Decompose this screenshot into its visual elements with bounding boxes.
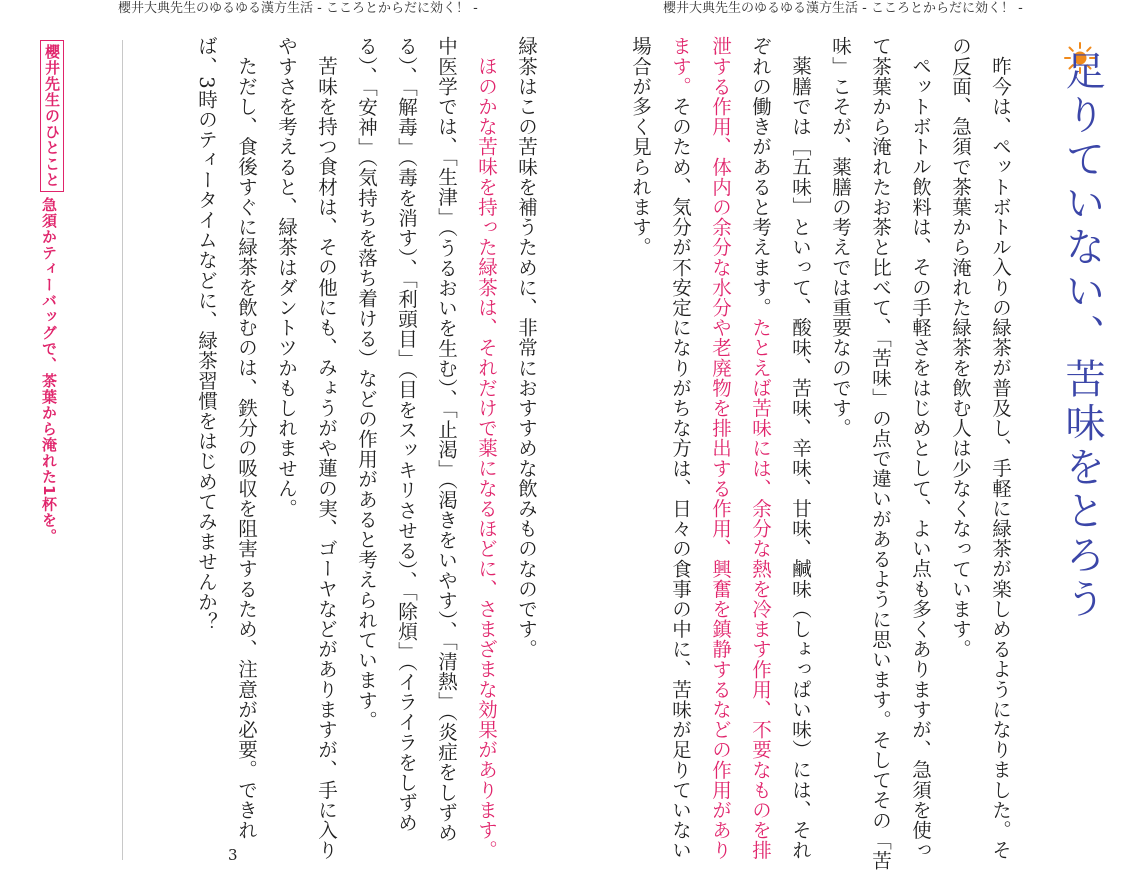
paragraph: ただし、食後すぐに緑茶を飲むのは、鉄分の吸収を阻害するため、注意が必要。できれば、3時のティータイムなどに、緑茶習慣をはじめてみませんか？ <box>195 36 258 840</box>
paragraph-text: そのため、気分が不安定になりがちな方は、日々の食事の中に、苦味が足りていない場合が多く見られます。 <box>629 36 692 861</box>
right-page-body <box>600 36 1020 876</box>
column-divider <box>122 40 123 860</box>
paragraph: 苦味を持つ食材は、その他にも、みょうがや蓮の実、ゴーヤなどがありますが、手に入りやすさを考えると、緑茶はダントツかもしれません。 <box>275 36 338 860</box>
note-label: 櫻井先生のひとこと <box>40 40 64 192</box>
highlighted-text: ほのかな苦味を持った緑茶は、それだけで薬になるほどに、さまざまな効果があります。 <box>475 55 498 860</box>
paragraph: 昨今は、ペットボトル入りの緑茶が普及し、手軽に緑茶が楽しめるようになりました。その反面、急須で茶葉から淹れた緑茶を飲む人は少なくなっています。 <box>949 36 1012 860</box>
running-header-left: 櫻井大典先生のゆるゆる漢方生活 - こころとからだに効く！ - <box>118 1 478 16</box>
running-header-right: 櫻井大典先生のゆるゆる漢方生活 - こころとからだに効く！ - <box>663 1 1023 16</box>
paragraph: 緑茶はこの苦味を補うために、非常におすすめな飲みものなのです。 <box>515 36 538 660</box>
note-text: 急須かティーバッグで、茶葉から淹れた1杯を。 <box>40 197 58 545</box>
paragraph: ペットボトル飲料は、その手軽さをはじめとして、よい点も多くありますが、急須を使って茶葉から淹れたお茶と比べて、「苦味」の点で違いがあるように思います。そしてその「苦味」こそが、薬膳の考えでは重要なのです。 <box>829 36 932 871</box>
paragraph <box>346 36 506 876</box>
left-page-body <box>168 36 546 876</box>
paragraph-text: 薬膳では［五味］といって、酸味、苦味、辛味、甘味、鹹味（しょっぱい味）には、それぞれの働きがあると考えます。 <box>749 36 812 860</box>
page-number: 3 <box>228 846 238 864</box>
paragraph-text: 中医学では、「生津」（うるおいを生む）、「止渇」（渇きをいやす）、「清熱」（炎症をしずめる）、「解毒」（毒を消す）、「利頭目」（目をスッキリさせる）、「除煩」（イライラをしずめる）、「安神」（気持ちを落ち着ける）などの作用があると考えられています。 <box>355 36 458 843</box>
highlighted-text: たとえば苦味には、余分な熱を冷ます作用、不要なものを排泄する作用、体内の余分な水分や老廃物を排出する作用、興奮を鎮静するなどの作用があります。 <box>669 36 772 861</box>
page-title: 足りていない、苦味をとろう <box>1059 50 1105 622</box>
paragraph <box>620 36 820 876</box>
